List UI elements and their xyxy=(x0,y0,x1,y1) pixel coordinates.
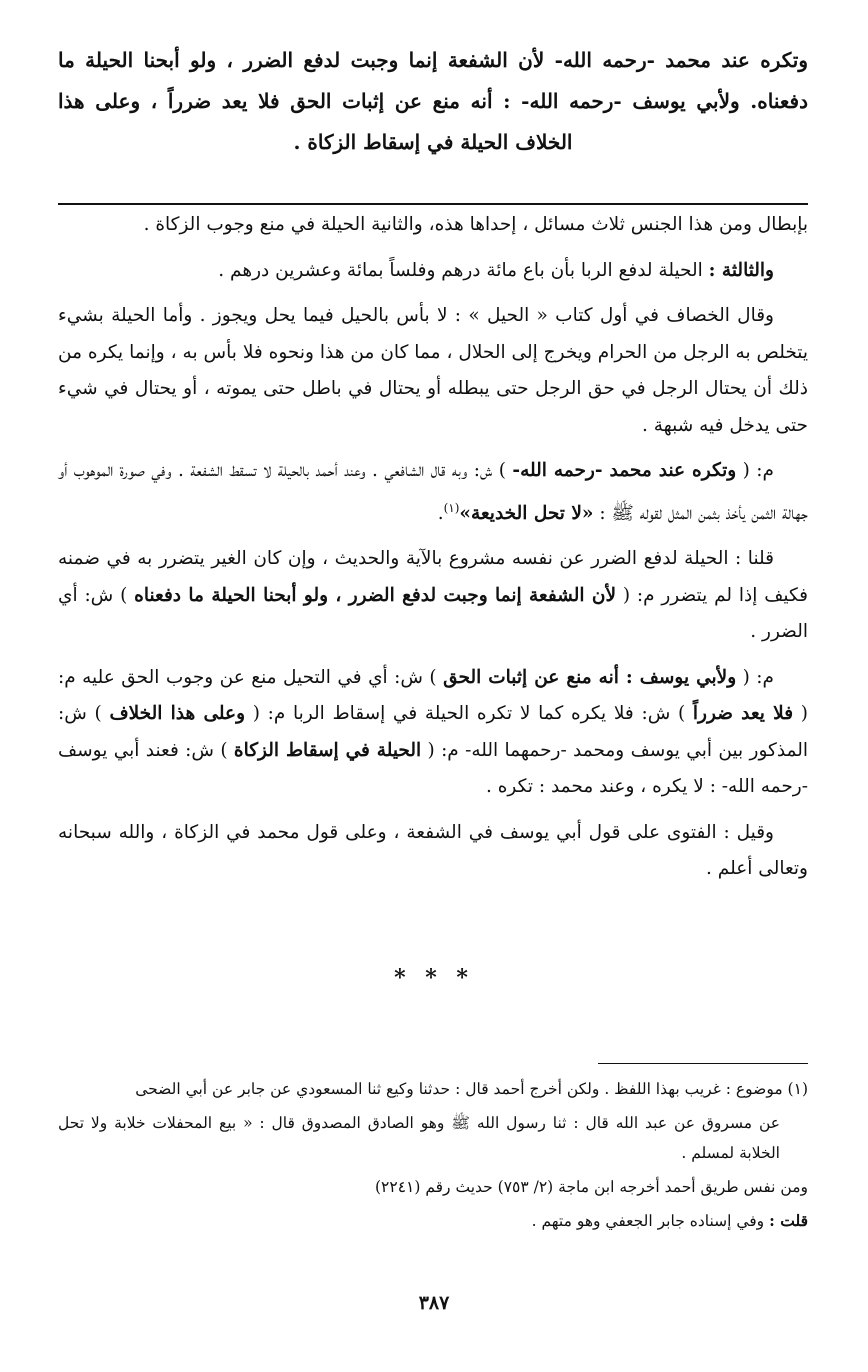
quoted-matn: وتكره عند محمد -رحمه الله- xyxy=(512,460,737,481)
commentary-text: ) ش: فعند أبي يوسف -رحمه الله- : لا يكره ، وعند محمد : تكره . xyxy=(58,739,808,798)
footnote-1-continuation xyxy=(58,1108,808,1168)
hadith-quote: «لا تحل الخديعة» xyxy=(459,502,594,524)
section-separator-stars: * * * xyxy=(394,965,474,991)
commentary-paragraph-3: وقال الخصاف في أول كتاب « الحيل » : لا بأس بالحيل فيما يحل ويجوز . وأما الحيلة بشيء يتخلص به الرجل من الحرام ويخرج إلى الحلال ، مما كان من هذا ونحوه فلا بأس به ، وإنما يكره من ذلك أن يحتال الرجل في حق الرجل حتى يبطله أو يحتال في باطل حتى يموته ، أو يحتال في شيء حتى يدخل فيه شبهة . xyxy=(58,305,808,436)
matn-marker: م: ( xyxy=(742,460,774,481)
commentary-text: الحيلة لدفع الربا بأن باع مائة درهم وفلساً بمائة وعشرين درهم . xyxy=(218,259,703,281)
footnote-text: عن مسروق عن عبد الله قال : ثنا رسول الله ﷺ وهو الصادق المصدوق قال : « بيع المحفلات خلابة ولا تحل الخلابة لمسلم . xyxy=(58,1114,780,1162)
commentary-paragraph-4 xyxy=(58,453,808,532)
commentary-text: . xyxy=(437,502,444,524)
footnote-text: وفي إسناده جابر الجعفي وهو متهم . xyxy=(531,1212,765,1230)
quoted-matn: لأن الشفعة إنما وجبت لدفع الضرر ، ولو أبحنا الحيلة ما دفعناه xyxy=(134,584,616,606)
commentary-text: ) ش: فلا يكره كما لا تكره الحيلة في إسقاط الربا م: ( xyxy=(252,703,686,725)
commentary-block xyxy=(58,207,808,897)
main-text: وتكره عند محمد -رحمه الله- لأن الشفعة إنما وجبت لدفع الضرر ، ولو أبحنا الحيلة ما دفعناه. ولأبي يوسف -رحمه الله- : أنه منع عن إثبات الحق فلا يعد ضرراً ، وعلى هذا الخلاف الحيلة في إسقاط الزكاة . xyxy=(58,48,808,154)
commentary-paragraph-1: بإبطال ومن هذا الجنس ثلاث مسائل ، إحداها هذه، والثانية الحيلة في منع وجوب الزكاة . xyxy=(143,214,808,235)
commentary-text: ) ش: وبه قال الشافعي . وعند أحمد بالحيلة لا تسقط الشفعة . وفي صورة الموهوب أو جهالة الثمن يأخذ بثمن المثل لقوله ﷺ : xyxy=(58,460,808,524)
footnote-3 xyxy=(58,1206,808,1236)
commentary-paragraph-2 xyxy=(58,253,808,290)
commentary-text: ) ش: المذكور بين أبي يوسف ومحمد -رحمهما الله- م: ( xyxy=(58,703,809,761)
matn-marker: م: ( xyxy=(742,666,774,688)
commentary-label-third: والثالثة : xyxy=(708,259,774,281)
footnote-label: قلت : xyxy=(769,1211,808,1230)
page-number: ٣٨٧ xyxy=(418,1292,450,1314)
footnotes-block xyxy=(58,1074,808,1240)
commentary-paragraph-6 xyxy=(58,660,808,806)
footnote-ref[interactable]: (١) xyxy=(443,500,460,515)
footnote-divider xyxy=(598,1063,808,1064)
main-text-block xyxy=(58,40,808,163)
footnote-2: ومن نفس طريق أحمد أخرجه ابن ماجة (٢/ ٧٥٣) حديث رقم (٢٢٤١) xyxy=(374,1178,808,1196)
commentary-paragraph-5 xyxy=(58,541,808,651)
commentary-text: قلنا : الحيلة لدفع الضرر عن نفسه مشروع بالآية والحديث ، وإن كان الغير يتضرر به في ضمنه فكيف إذا لم يتضرر م: ( xyxy=(58,548,808,606)
quoted-matn: وعلى هذا الخلاف xyxy=(109,703,246,725)
footnote-text: (١) موضوع : غريب بهذا اللفظ . ولكن أخرج أحمد قال : حدثنا وكيع ثنا المسعودي عن جابر عن أبي الضحى xyxy=(135,1080,808,1098)
commentary-text: ) ش: أي الضرر . xyxy=(58,584,808,643)
commentary-text: ) ش: أي في التحيل منع عن وجوب الحق عليه م: ( xyxy=(58,666,808,725)
quoted-matn: ولأبي يوسف : أنه منع عن إثبات الحق xyxy=(443,666,737,688)
quoted-matn: الحيلة في إسقاط الزكاة xyxy=(233,739,422,761)
footnote-1 xyxy=(58,1074,808,1104)
quoted-matn: فلا يعد ضرراً xyxy=(692,703,794,725)
commentary-paragraph-7: وقيل : الفتوى على قول أبي يوسف في الشفعة ، وعلى قول محمد في الزكاة ، والله سبحانه وتعالى أعلم . xyxy=(58,821,808,880)
main-text-divider xyxy=(58,203,808,205)
